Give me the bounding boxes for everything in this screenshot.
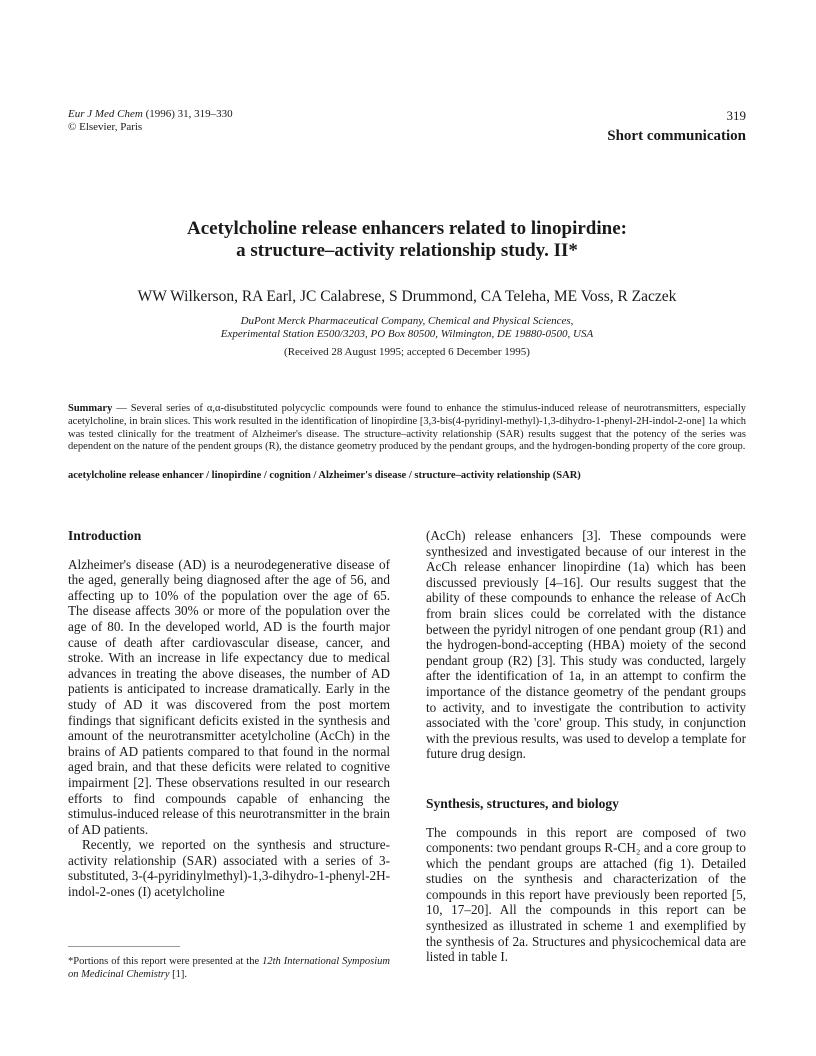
title-line-1: Acetylcholine release enhancers related to linopirdine: <box>187 218 627 239</box>
affiliation-line-2: Experimental Station E500/3203, PO Box 80500, Wilmington, DE 19880-0500, USA <box>220 328 594 340</box>
section-label: Short communication <box>607 128 746 144</box>
synthesis-heading: Synthesis, structures, and biology <box>426 795 619 811</box>
summary-text: — Several series of α,α-disubstituted polycyclic compounds were found to enhance the stimulus-induced release of neurotransmitters, especially acetylcholine, in brain slices. This work resulted in the identification of linopirdine [3,3-bis(4-pyridinyl-methyl)-1,3-dihydro-1-phenyl-2H-indol-2-one] 1a which was tested clinically for the treatment of Alzheimer's disease. The structure–activity relationship (SAR) results suggest that the potency of the series was dependent on the nature of the pendent groups (R), the distance geometry produced by the pendant groups, and the hydrogen-bonding property of the core group. <box>68 403 746 453</box>
footnote <box>68 955 390 981</box>
right-paragraph-1: (AcCh) release enhancers [3]. These compounds were synthesized and investigated because of our interest in the AcCh release enhancer linopirdine (1a) which has been discussed previously [4–16]. Our results suggest that the ability of these compounds to enhance the release of AcCh from brain slices could be correlated with the distance between the pyridyl nitrogen of one pendant group (R1) and the hydrogen-bond-accepting (HBA) moiety of the second pendant group (R2) [3]. This study was conducted, largely after the identification of 1a, in an attempt to confirm the importance of the distance geometry of the pendant groups to activity, and to investigate the contribution to activity associated with the 'core' group. This study, in conjunction with the previous results, was used to develop a template for future drug design. <box>426 528 746 762</box>
summary-label: Summary <box>68 403 113 414</box>
intro-paragraph-1: Alzheimer's disease (AD) is a neurodegenerative disease of the aged, generally being diagnosed after the age of 56, and affecting up to 10% of the population over the age of 65. The disease affects 30% or more of the population over the age of 80. In the developed world, AD is the fourth major cause of death after cardiovascular disease, cancer, and stroke. With an increase in life expectancy due to medical advances in treating the above diseases, the number of AD patients is anticipated to increase dramatically. Early in the study of AD it was discovered from the post mortem findings that significant deficits existed in the synthesis and amount of the neurotransmitter acetylcholine (AcCh) in the brains of AD patients compared to that found in the normal aged brain, and that these deficits were related to cognitive impairment [2]. These observations resulted in our research efforts to find compounds capable of enhancing the stimulus-induced release of this neurotransmitter in the brain of AD patients. <box>68 556 390 837</box>
footnote-rule <box>68 946 180 947</box>
footnote-text-start: *Portions of this report were presented at the <box>68 956 263 967</box>
introduction-heading: Introduction <box>68 528 142 543</box>
author-list: WW Wilkerson, RA Earl, JC Calabrese, S Drummond, CA Teleha, ME Voss, R Zaczek <box>137 288 677 305</box>
intro-paragraph-2: Recently, we reported on the synthesis and structure-activity relationship (SAR) associated with a series of 3-substituted, 3-(4-pyridinylmethyl)-1,3-dihydro-1-phenyl-2H-indol-2-ones (I) acetylcholine <box>68 837 390 900</box>
keywords: acetylcholine release enhancer / linopirdine / cognition / Alzheimer's disease / structure–activity relationship (SAR) <box>68 470 581 481</box>
page-number: 319 <box>726 108 746 123</box>
summary <box>68 403 746 454</box>
title-line-2: a structure–activity relationship study. II* <box>236 240 578 261</box>
publisher: © Elsevier, Paris <box>68 121 143 133</box>
affiliation-line-1: DuPont Merck Pharmaceutical Company, Chemical and Physical Sciences, <box>240 315 574 327</box>
footnote-text-end: [1]. <box>169 969 187 980</box>
journal-volume: (1996) 31, 319–330 <box>145 108 233 120</box>
received-dates: (Received 28 August 1995; accepted 6 December 1995) <box>284 346 530 358</box>
affiliation <box>68 315 746 341</box>
synthesis-paragraph-1: The compounds in this report are composed of two components: two pendant groups R-CH₂ and a core group to which the pendant groups are attached (fig 1). Detailed studies on the synthesis and characterization of the compounds in this report have previously been reported [5, 10, 17–20]. All the compounds in this report can be synthesized as illustrated in scheme 1 and exemplified by the synthesis of 2a. Structures and physicochemical data are listed in table I. <box>426 824 746 965</box>
journal-name: Eur J Med Chem <box>68 108 143 120</box>
footnote-symposium: 12th International Symposium on Medicinal Chemistry <box>68 956 390 980</box>
right-column <box>426 528 746 965</box>
left-column <box>68 528 390 900</box>
article-title <box>68 218 746 262</box>
journal-citation <box>68 108 233 134</box>
